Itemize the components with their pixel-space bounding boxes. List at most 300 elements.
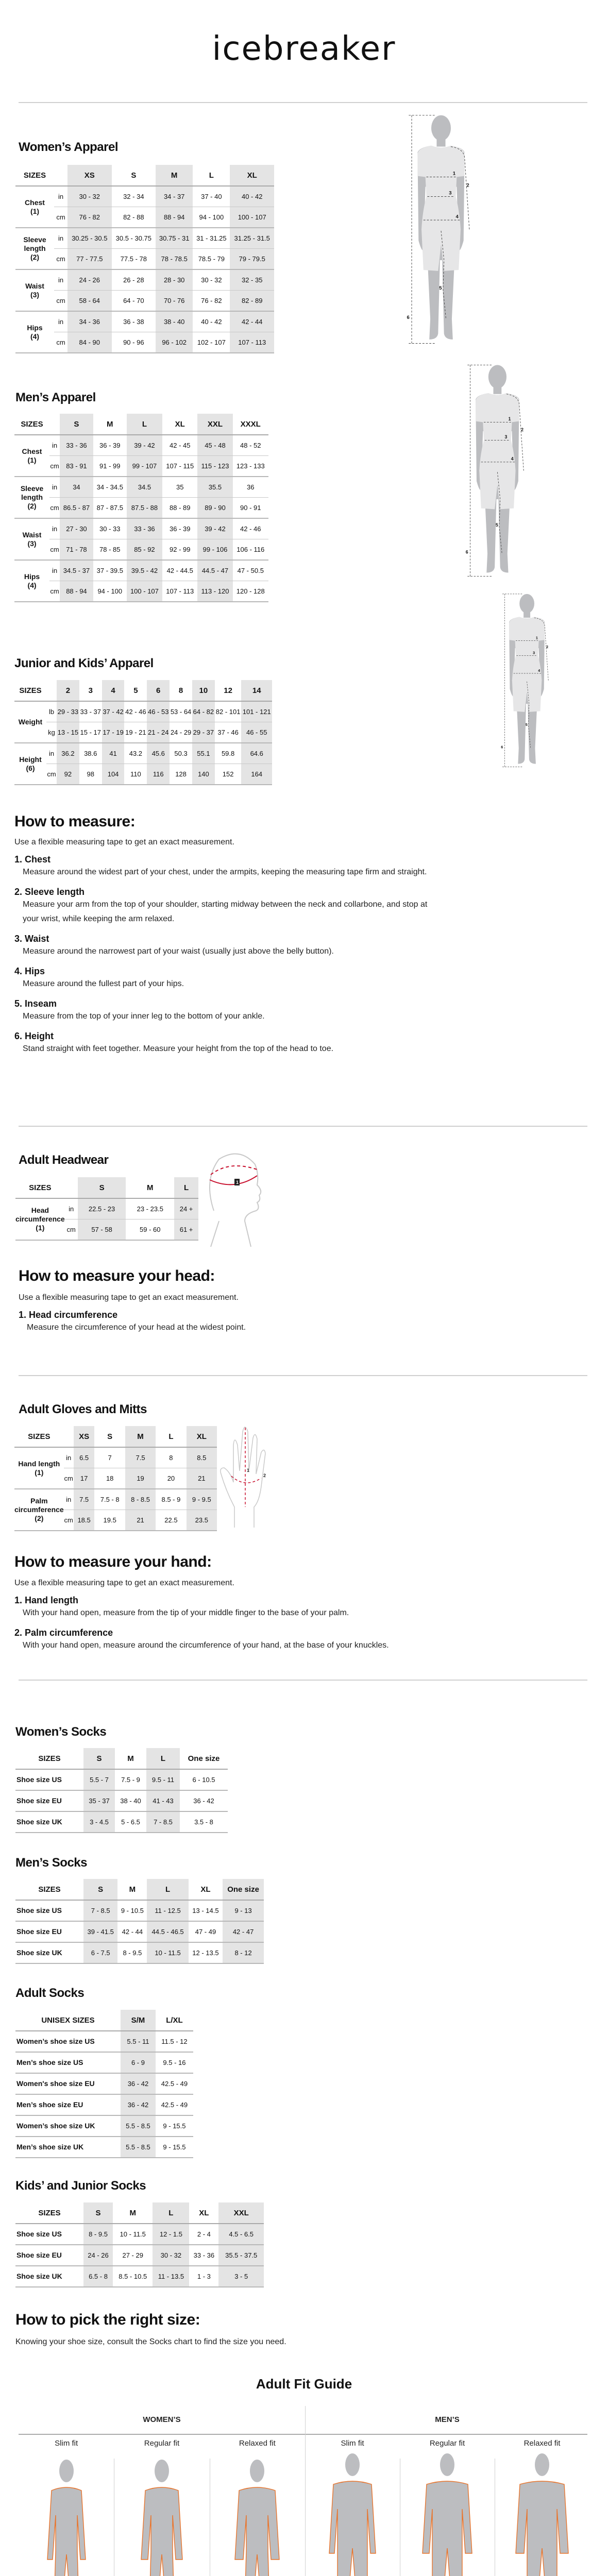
neck-shape — [523, 611, 530, 618]
fit-head — [440, 2453, 454, 2476]
body-silhouette — [466, 365, 524, 577]
shoe-size-label: Shoe size US — [15, 1900, 83, 1921]
measure-marker-1: 1 — [508, 416, 511, 421]
measure-marker-3: 3 — [533, 650, 535, 655]
size-value: 30.5 - 30.75 — [112, 228, 156, 249]
size-value: 45.6 — [147, 743, 170, 764]
head-figure — [204, 1149, 265, 1252]
size-value: 61 + — [174, 1219, 198, 1241]
size-value: 101 - 121 — [241, 701, 272, 722]
size-value: 50.3 — [170, 743, 192, 764]
mens-socks-table — [15, 1879, 264, 1964]
size-value: 13 - 15 — [57, 722, 79, 743]
headwear-title: Adult Headwear — [19, 1153, 109, 1167]
fit-garment-outline — [235, 2487, 279, 2576]
shoe-size-label: Men’s shoe size US — [15, 2052, 121, 2073]
unit-label: lb — [46, 701, 57, 722]
step-title: 5. Inseam — [14, 998, 57, 1009]
size-value: 22.5 — [156, 1510, 186, 1531]
size-value: 38 - 40 — [156, 311, 193, 332]
size-value: 2 - 4 — [189, 2224, 218, 2245]
size-column-header: S — [60, 414, 93, 435]
size-value: 8.5 - 9 — [156, 1489, 186, 1510]
step-title: 4. Hips — [14, 966, 45, 976]
size-value: 40 - 42 — [193, 311, 230, 332]
measure-marker-3: 3 — [504, 434, 508, 440]
size-value: 34 - 37 — [156, 186, 193, 207]
neck-shape — [436, 138, 445, 147]
size-value: 9 - 10.5 — [117, 1900, 147, 1921]
size-value: 24 - 26 — [67, 269, 112, 291]
size-value: 24 - 26 — [83, 2245, 113, 2266]
fit-figure — [229, 2459, 285, 2576]
size-value: 42 - 47 — [223, 1921, 264, 1942]
size-value: 42 - 44.5 — [162, 560, 197, 581]
size-column-header: S — [112, 165, 156, 186]
measurement-name: Chest — [22, 447, 42, 455]
size-value: 120 - 128 — [233, 581, 268, 602]
sizes-header: SIZES — [15, 165, 54, 186]
size-value: 5.5 - 7 — [83, 1769, 115, 1790]
shoe-size-label: Shoe size UK — [15, 1811, 83, 1833]
size-value: 82 - 89 — [230, 291, 274, 312]
sizes-header: SIZES — [15, 1748, 83, 1769]
size-value: 37 - 39.5 — [93, 560, 127, 581]
size-value: 7 - 8.5 — [83, 1900, 117, 1921]
body-silhouette — [501, 594, 548, 767]
size-column-header: S — [83, 1748, 115, 1769]
how-to-measure-head-title: How to measure your head: — [19, 1267, 215, 1284]
measurement-number: (1) — [36, 1224, 45, 1232]
step-title: 1. Chest — [14, 854, 51, 865]
size-value: 29 - 37 — [192, 722, 215, 743]
size-value: 17 - 19 — [102, 722, 125, 743]
measurement-number: (2) — [27, 502, 37, 510]
fit-garment-outline — [516, 2481, 568, 2576]
size-value: 115 - 123 — [197, 456, 232, 477]
size-value: 34.5 - 37 — [60, 560, 93, 581]
fit-figure — [133, 2459, 190, 2576]
size-value: 29 - 33 — [57, 701, 79, 722]
measurement-label — [15, 228, 54, 269]
size-value: 5.5 - 8.5 — [121, 2137, 156, 2158]
shoe-size-label: Shoe size UK — [15, 1942, 83, 1963]
size-value: 11 - 13.5 — [153, 2266, 189, 2287]
size-value: 21 — [125, 1510, 156, 1531]
body-silhouette — [407, 115, 470, 344]
unit-label: cm — [64, 1510, 74, 1531]
size-value: 100 - 107 — [127, 581, 162, 602]
fit-type-label: Slim fit — [55, 2439, 78, 2448]
size-value: 32 - 34 — [112, 186, 156, 207]
measurement-name: Waist — [25, 281, 44, 290]
measure-marker-6: 6 — [465, 549, 468, 555]
measurement-name: Sleeve length — [20, 484, 44, 501]
size-value: 89 - 90 — [197, 498, 232, 519]
fit-type-label: Slim fit — [341, 2439, 364, 2448]
unit-label: cm — [54, 291, 67, 312]
size-value: 36 - 42 — [180, 1790, 228, 1811]
size-value: 9 - 13 — [223, 1900, 264, 1921]
size-value: 30 - 32 — [153, 2245, 189, 2266]
size-value: 11.5 - 12 — [156, 2031, 193, 2052]
size-value: 35.5 - 37.5 — [218, 2245, 264, 2266]
measurement-name: Palm — [30, 1497, 48, 1505]
unit-label: cm — [64, 1468, 74, 1489]
size-value: 123 - 133 — [233, 456, 268, 477]
size-value: 21 — [187, 1468, 217, 1489]
size-value: 42 - 44 — [117, 1921, 147, 1942]
size-column-header: L — [127, 414, 162, 435]
unit-label: kg — [46, 722, 57, 743]
size-column-header: L — [174, 1177, 198, 1198]
size-value: 6 - 10.5 — [180, 1769, 228, 1790]
measurement-name: Waist — [22, 530, 42, 539]
how-to-measure-intro: Use a flexible measuring tape to get an exact measurement. — [14, 838, 234, 846]
size-value: 46 - 53 — [147, 701, 170, 722]
size-column-header: L — [146, 1748, 180, 1769]
size-value: 90 - 96 — [112, 332, 156, 353]
size-value: 9 - 15.5 — [156, 2115, 193, 2137]
kids-apparel-title: Junior and Kids’ Apparel — [14, 656, 154, 670]
sizes-header: SIZES — [15, 1879, 83, 1900]
step-description: With your hand open, measure from the tip of your middle finger to the base of your palm. — [23, 1608, 349, 1617]
measurement-label — [14, 1447, 64, 1489]
size-column-header: M — [156, 165, 193, 186]
size-value: 42 - 44 — [230, 311, 274, 332]
size-value: 7.5 - 8 — [94, 1489, 125, 1510]
shoe-size-label: Shoe size US — [15, 1769, 83, 1790]
size-value: 11 - 12.5 — [147, 1900, 188, 1921]
size-value: 36 — [233, 477, 268, 498]
step-description: With your hand open, measure around the circumference of your hand, at the base of your knuckles. — [23, 1641, 389, 1650]
size-value: 3 - 4.5 — [83, 1811, 115, 1833]
measure-marker-6: 6 — [407, 315, 410, 320]
step-description: Measure the circumference of your head at the widest point. — [27, 1323, 246, 1332]
size-value: 78.5 - 79 — [193, 249, 230, 270]
measurement-name: Chest — [25, 198, 45, 207]
kids-socks-title: Kids’ and Junior Socks — [15, 2179, 146, 2193]
measurement-number: (3) — [27, 539, 37, 548]
size-value: 44.5 - 47 — [197, 560, 232, 581]
step-title: 1. Head circumference — [19, 1310, 118, 1320]
shoe-size-label: Shoe size EU — [15, 2245, 83, 2266]
size-value: 6 - 7.5 — [83, 1942, 117, 1963]
size-value: 42.5 - 49 — [156, 2094, 193, 2115]
shoe-size-label: Women’s shoe size US — [15, 2031, 121, 2052]
size-value: 38.6 — [79, 743, 102, 764]
size-value: 24 - 29 — [170, 722, 192, 743]
fit-head — [59, 2460, 74, 2482]
unit-header-spacer — [65, 1177, 78, 1198]
fit-garment-outline — [47, 2487, 86, 2576]
size-value: 36 - 39 — [93, 435, 127, 456]
fit-figure — [419, 2452, 476, 2576]
size-value: 8.5 - 10.5 — [113, 2266, 153, 2287]
fit-head — [250, 2460, 264, 2482]
fit-group-label: WOMEN’S — [143, 2415, 181, 2424]
size-value: 88 - 94 — [60, 581, 93, 602]
size-value: 35 - 37 — [83, 1790, 115, 1811]
size-value: 55.1 — [192, 743, 215, 764]
size-value: 3.5 - 8 — [180, 1811, 228, 1833]
size-value: 7.5 — [125, 1447, 156, 1468]
measurement-label — [14, 435, 49, 477]
adult-socks-title: Adult Socks — [15, 1986, 85, 2000]
size-value: 88 - 89 — [162, 498, 197, 519]
size-value: 4.5 - 6.5 — [218, 2224, 264, 2245]
unit-label: cm — [54, 207, 67, 228]
size-value: 37 - 42 — [102, 701, 125, 722]
measurement-name: circumference — [15, 1215, 65, 1223]
size-value: 35.5 — [197, 477, 232, 498]
size-column-header: M — [113, 2202, 153, 2224]
size-value: 24 + — [174, 1198, 198, 1219]
fit-type-label: Relaxed fit — [239, 2439, 276, 2448]
size-value: 128 — [170, 764, 192, 785]
pick-size-desc: Knowing your shoe size, consult the Socks chart to find the size you need. — [15, 2337, 286, 2346]
size-column-header: S/M — [121, 2010, 156, 2031]
size-value: 57 - 58 — [78, 1219, 126, 1241]
how-to-measure-hand-steps — [14, 1579, 581, 1653]
measurement-number: (1) — [30, 207, 40, 215]
size-column-header: S — [94, 1426, 125, 1447]
fit-garment-outline — [423, 2481, 472, 2576]
size-column-header: L/XL — [156, 2010, 193, 2031]
kids-apparel-table — [14, 680, 272, 785]
mens-socks-title: Men’s Socks — [15, 1856, 88, 1870]
unit-label: in — [65, 1198, 78, 1219]
sizes-header: SIZES — [14, 1426, 64, 1447]
measurement-name: Hand length — [18, 1459, 60, 1468]
hand-marker-1: 1 — [247, 1468, 250, 1473]
size-column-header: 4 — [102, 680, 125, 701]
size-column-header: M — [115, 1748, 146, 1769]
shoe-size-label: Women's shoe size EU — [15, 2073, 121, 2094]
size-value: 7.5 - 9 — [115, 1769, 146, 1790]
measurement-label — [14, 743, 46, 785]
womens-socks-table — [15, 1748, 228, 1833]
kids-body-figure — [497, 592, 559, 773]
size-value: 26 - 28 — [112, 269, 156, 291]
size-value: 44.5 - 46.5 — [147, 1921, 188, 1942]
size-value: 7.5 — [74, 1489, 95, 1510]
size-column-header: S — [83, 1879, 117, 1900]
size-column-header: M — [93, 414, 127, 435]
size-value: 86.5 - 87 — [60, 498, 93, 519]
size-value: 98 — [79, 764, 102, 785]
size-value: 36 - 42 — [121, 2073, 156, 2094]
size-value: 27 - 29 — [113, 2245, 153, 2266]
womens-apparel-table — [15, 165, 274, 353]
headwear-table — [15, 1177, 198, 1241]
size-column-header: M — [126, 1177, 174, 1198]
size-value: 30.75 - 31 — [156, 228, 193, 249]
size-value: 8.5 — [187, 1447, 217, 1468]
size-value: 18.5 — [74, 1510, 95, 1531]
size-value: 35 — [162, 477, 197, 498]
shoe-size-label: Men’s shoe size UK — [15, 2137, 121, 2158]
size-value: 37 - 40 — [193, 186, 230, 207]
size-value: 34 — [60, 477, 93, 498]
shoe-size-label: Shoe size UK — [15, 2266, 83, 2287]
size-value: 116 — [147, 764, 170, 785]
size-value: 99 - 107 — [127, 456, 162, 477]
divider — [19, 102, 587, 103]
unit-label: in — [54, 269, 67, 291]
size-value: 84 - 90 — [67, 332, 112, 353]
measurement-label — [14, 701, 46, 743]
size-value: 6.5 - 8 — [83, 2266, 113, 2287]
size-value: 7 — [94, 1447, 125, 1468]
size-value: 30 - 33 — [93, 518, 127, 539]
size-value: 1 - 3 — [189, 2266, 218, 2287]
size-value: 23 - 23.5 — [126, 1198, 174, 1219]
measurement-name: Weight — [18, 718, 43, 726]
mens-apparel-title: Men’s Apparel — [15, 391, 96, 404]
size-column-header: L — [193, 165, 230, 186]
womens-socks-title: Women’s Socks — [15, 1725, 107, 1739]
fit-figure — [514, 2452, 570, 2576]
size-value: 64 - 82 — [192, 701, 215, 722]
measurement-number: (1) — [27, 455, 37, 464]
size-value: 17 — [74, 1468, 95, 1489]
size-column-header: XL — [189, 1879, 223, 1900]
size-column-header: L — [153, 2202, 189, 2224]
size-value: 23.5 — [187, 1510, 217, 1531]
measurement-name: circumference — [14, 1505, 64, 1514]
measure-marker-1: 1 — [452, 171, 456, 177]
sizes-header: SIZES — [15, 2202, 83, 2224]
size-value: 19 - 21 — [124, 722, 147, 743]
unit-label: in — [64, 1447, 74, 1468]
fit-guide — [0, 2401, 608, 2576]
size-value: 30.25 - 30.5 — [67, 228, 112, 249]
size-value: 41 — [102, 743, 125, 764]
how-to-measure-hand-title: How to measure your hand: — [14, 1553, 212, 1570]
size-value: 99 - 106 — [197, 539, 232, 561]
measurement-number: (4) — [27, 581, 37, 589]
gloves-table — [14, 1426, 217, 1531]
size-value: 9 - 15.5 — [156, 2137, 193, 2158]
size-column-header: XXL — [197, 414, 232, 435]
size-value: 9.5 - 11 — [146, 1769, 180, 1790]
size-value: 39 - 42 — [197, 518, 232, 539]
unit-label: in — [46, 743, 57, 764]
size-column-header: 5 — [124, 680, 147, 701]
measurement-number: (2) — [35, 1514, 44, 1522]
divider — [19, 1680, 587, 1681]
fit-head — [535, 2453, 549, 2476]
size-value: 39 - 42 — [127, 435, 162, 456]
fit-garment-outline — [329, 2481, 376, 2576]
size-value: 39 - 41.5 — [83, 1921, 117, 1942]
size-column-header: One size — [223, 1879, 264, 1900]
size-value: 41 - 43 — [146, 1790, 180, 1811]
size-value: 43.2 — [124, 743, 147, 764]
unit-label: cm — [65, 1219, 78, 1241]
size-value: 15 - 17 — [79, 722, 102, 743]
measurement-label — [14, 560, 49, 602]
brand-logo: icebreaker — [212, 30, 396, 68]
size-value: 33 - 36 — [60, 435, 93, 456]
step-description: Measure from the top of your inner leg to the bottom of your ankle. — [23, 1012, 265, 1021]
size-column-header: XL — [162, 414, 197, 435]
shoe-size-label: Shoe size EU — [15, 1921, 83, 1942]
size-value: 22.5 - 23 — [78, 1198, 126, 1219]
size-value: 46 - 55 — [241, 722, 272, 743]
size-column-header: L — [156, 1426, 186, 1447]
sizes-header: UNISEX SIZES — [15, 2010, 121, 2031]
step-description: Measure around the narrowest part of your waist (usually just above the belly button). — [23, 947, 334, 956]
size-value: 64.6 — [241, 743, 272, 764]
step-description: Measure your arm from the top of your shoulder, starting midway between the neck and collarbone, and stop at your wrist, while keeping the arm relaxed. — [23, 900, 428, 923]
size-column-header: One size — [180, 1748, 228, 1769]
size-value: 59 - 60 — [126, 1219, 174, 1241]
size-value: 12 - 13.5 — [189, 1942, 223, 1963]
size-column-header: 10 — [192, 680, 215, 701]
fit-garment-outline — [141, 2487, 182, 2576]
sizes-header: SIZES — [14, 414, 49, 435]
size-value: 32 - 35 — [230, 269, 274, 291]
unit-label: in — [54, 228, 67, 249]
unit-label: in — [64, 1489, 74, 1510]
size-value: 18 — [94, 1468, 125, 1489]
head-shape — [431, 115, 451, 141]
size-value: 87 - 87.5 — [93, 498, 127, 519]
size-value: 79 - 79.5 — [230, 249, 274, 270]
size-value: 3 - 5 — [218, 2266, 264, 2287]
measurement-name: Head — [31, 1206, 49, 1214]
how-to-measure-head-intro: Use a flexible measuring tape to get an exact measurement. — [19, 1293, 239, 1302]
size-value: 12 - 1.5 — [153, 2224, 189, 2245]
size-column-header: L — [147, 1879, 188, 1900]
measurement-name: Hips — [24, 572, 40, 581]
size-value: 71 - 78 — [60, 539, 93, 561]
size-value: 96 - 102 — [156, 332, 193, 353]
measure-marker-5: 5 — [495, 522, 498, 528]
unit-header-spacer — [54, 165, 67, 186]
size-value: 10 - 11.5 — [113, 2224, 153, 2245]
head-tape-front — [210, 1176, 257, 1184]
head-tape-back — [211, 1166, 257, 1175]
size-value: 87.5 - 88 — [127, 498, 162, 519]
size-value: 9 - 9.5 — [187, 1489, 217, 1510]
size-value: 45 - 48 — [197, 435, 232, 456]
size-value: 102 - 107 — [193, 332, 230, 353]
size-value: 8 - 8.5 — [125, 1489, 156, 1510]
measurement-number: (3) — [30, 290, 40, 299]
measure-marker-5: 5 — [439, 285, 442, 291]
step-title: 1. Hand length — [14, 1595, 79, 1605]
size-value: 85 - 92 — [127, 539, 162, 561]
size-value: 78 - 78.5 — [156, 249, 193, 270]
shoe-size-label: Men’s shoe size EU — [15, 2094, 121, 2115]
size-value: 31.25 - 31.5 — [230, 228, 274, 249]
measurement-label — [15, 186, 54, 228]
size-value: 100 - 107 — [230, 207, 274, 228]
size-value: 104 — [102, 764, 125, 785]
size-value: 36 - 38 — [112, 311, 156, 332]
unit-label: cm — [49, 581, 60, 602]
size-column-header: 3 — [79, 680, 102, 701]
sizes-header: SIZES — [14, 680, 46, 701]
size-value: 6 - 9 — [121, 2052, 156, 2073]
measure-marker-2: 2 — [546, 645, 549, 649]
fit-group-label: MEN’S — [435, 2415, 460, 2424]
womens-apparel-title: Women’s Apparel — [19, 140, 118, 154]
kids-socks-table — [15, 2202, 264, 2287]
